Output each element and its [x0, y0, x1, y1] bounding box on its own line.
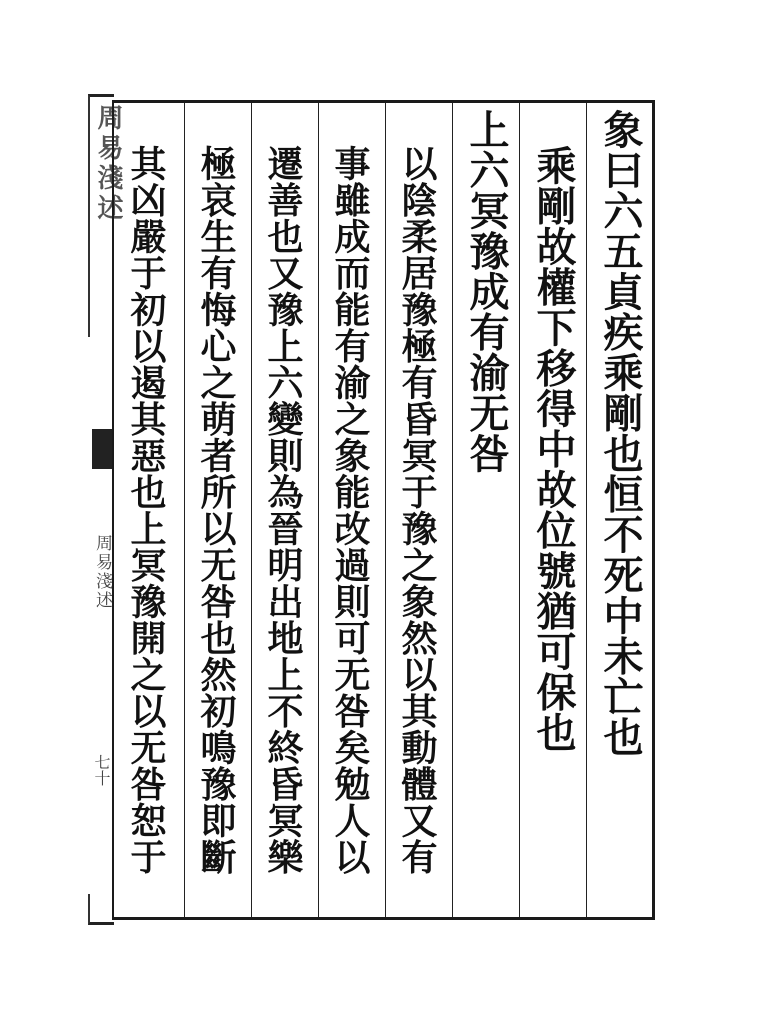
margin-faded-header: 周易淺述 [93, 104, 123, 224]
margin-page-number: 七十 [92, 754, 111, 786]
fishtail-mark-icon [92, 429, 112, 469]
margin-border-bottom [88, 894, 114, 925]
text-column-3: 上六冥豫成有渝无咎 [463, 109, 510, 474]
text-column-1: 象曰六五貞疾乘剛也恒不死中未亡也 [597, 109, 644, 757]
text-column-6: 遷善也又豫上六變則為晉明出地上不終昏冥樂 [262, 145, 304, 875]
text-column-8: 其凶嚴于初以遏其惡也上冥豫開之以无咎恕于 [125, 145, 167, 875]
column-rule [385, 103, 386, 917]
text-column-4: 以陰柔居豫極有昏冥于豫之象然以其動體又有 [396, 145, 438, 875]
text-column-7: 極哀生有悔心之萌者所以无咎也然初鳴豫即斷 [195, 145, 237, 875]
column-rule [519, 103, 520, 917]
column-rule [586, 103, 587, 917]
block-margin [70, 94, 123, 922]
column-rule [251, 103, 252, 917]
column-rule [184, 103, 185, 917]
text-column-5: 事雖成而能有渝之象能改過則可无咎矣勉人以 [329, 145, 371, 875]
text-frame [112, 100, 655, 920]
margin-book-title: 周易淺述 [92, 534, 112, 610]
column-rule [452, 103, 453, 917]
text-column-2: 乘剛故權下移得中故位號猶可保也 [530, 145, 577, 753]
column-rule [318, 103, 319, 917]
